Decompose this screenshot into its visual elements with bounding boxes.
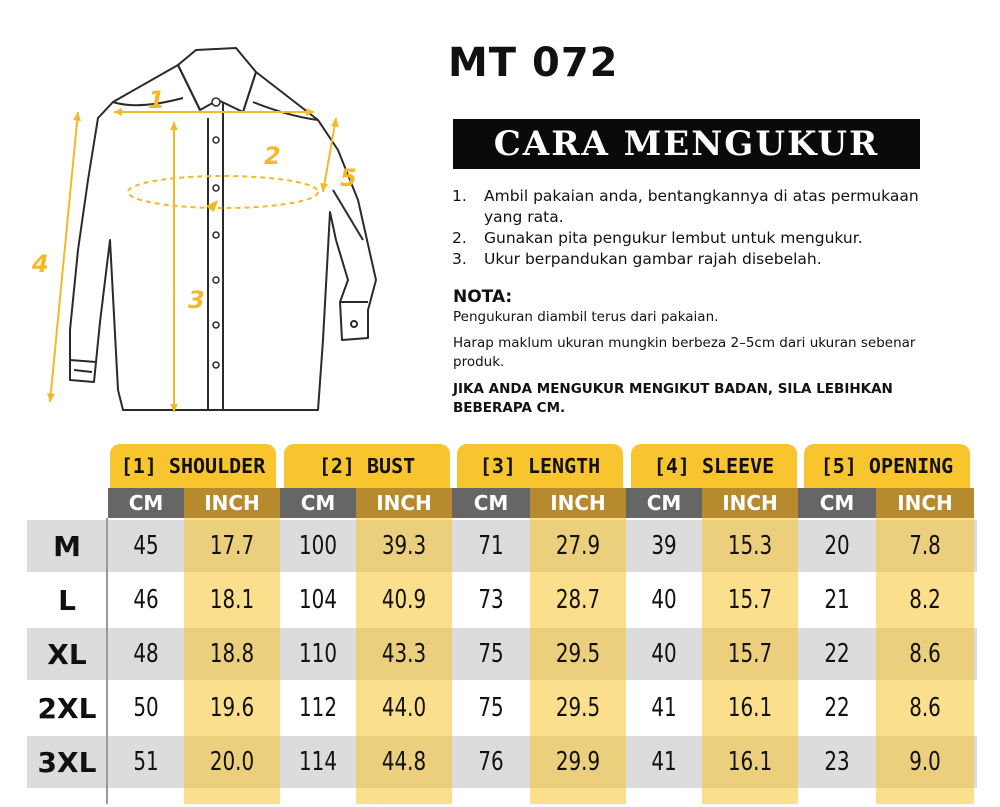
table-cell: 8.6 bbox=[909, 693, 941, 723]
size-label: 2XL bbox=[37, 691, 97, 725]
measurement-guides bbox=[50, 112, 336, 412]
button-dot bbox=[213, 137, 219, 143]
table-cell: 40 bbox=[651, 585, 677, 615]
step-item bbox=[452, 186, 952, 228]
unit-cm: CM bbox=[108, 488, 184, 518]
unit-inch: INCH bbox=[356, 488, 452, 518]
table-cell: 41 bbox=[651, 747, 677, 777]
dim-label-sleeve: 4 bbox=[32, 250, 49, 278]
table-cell: 45 bbox=[133, 531, 159, 561]
step-text: Gunakan pita pengukur lembut untuk mengukur. bbox=[484, 229, 863, 247]
table-cell: 23 bbox=[824, 747, 850, 777]
size-label: XL bbox=[47, 637, 87, 671]
header-length: [3] LENGTH bbox=[457, 444, 623, 488]
unit-cm: CM bbox=[626, 488, 702, 518]
step-text: Ambil pakaian anda, bentangkannya di atas permukaan yang rata. bbox=[484, 187, 919, 226]
product-title: MT 072 bbox=[448, 40, 619, 86]
table-cell: 104 bbox=[299, 585, 337, 615]
dim-label-opening: 5 bbox=[340, 164, 357, 192]
table-cell: 18.8 bbox=[209, 639, 255, 669]
table-cell: 44.8 bbox=[381, 747, 427, 777]
table-cell: 44.0 bbox=[381, 693, 427, 723]
table-cell: 39 bbox=[651, 531, 677, 561]
table-cell: 29.5 bbox=[555, 639, 601, 669]
step-number: 1. bbox=[452, 187, 467, 205]
header-bust: [2] BUST bbox=[284, 444, 450, 488]
guide-arrows bbox=[47, 108, 339, 412]
table-cell: 112 bbox=[299, 693, 337, 723]
unit-cm: CM bbox=[452, 488, 530, 518]
table-cell: 21 bbox=[824, 585, 850, 615]
sleeve-guide bbox=[50, 112, 78, 402]
shirt-outline bbox=[70, 48, 376, 410]
table-cell: 46 bbox=[133, 585, 159, 615]
table-cell: 28.7 bbox=[555, 585, 601, 615]
table-cell: 50 bbox=[133, 693, 159, 723]
table-cell: 19.6 bbox=[209, 693, 255, 723]
table-cell: 16.1 bbox=[727, 747, 773, 777]
table-cell: 39.3 bbox=[381, 531, 427, 561]
table-cell: 75 bbox=[478, 639, 504, 669]
unit-cm: CM bbox=[280, 488, 356, 518]
table-cell: 9.0 bbox=[909, 747, 941, 777]
unit-inch: INCH bbox=[876, 488, 974, 518]
table-cell: 15.3 bbox=[727, 531, 773, 561]
unit-inch: INCH bbox=[184, 488, 280, 518]
table-cell: 51 bbox=[133, 747, 159, 777]
button-dot bbox=[213, 185, 219, 191]
button-dot bbox=[213, 362, 219, 368]
button-dot bbox=[213, 277, 219, 283]
buttons bbox=[212, 98, 220, 368]
header-shoulder: [1] SHOULDER bbox=[110, 444, 276, 488]
table-cell: 43.3 bbox=[381, 639, 427, 669]
unit-inch: INCH bbox=[702, 488, 798, 518]
table-cell: 29.5 bbox=[555, 693, 601, 723]
table-cell: 40.9 bbox=[381, 585, 427, 615]
nota-line-3: JIKA ANDA MENGUKUR MENGIKUT BADAN, SILA LEBIHKAN BEBERAPA CM. bbox=[453, 381, 893, 416]
table-cell: 110 bbox=[299, 639, 337, 669]
size-label: M bbox=[53, 529, 81, 563]
table-cell: 7.8 bbox=[909, 531, 941, 561]
table-cell: 41 bbox=[651, 693, 677, 723]
unit-cm: CM bbox=[798, 488, 876, 518]
nota-label: NOTA: bbox=[453, 287, 513, 307]
unit-inch: INCH bbox=[530, 488, 626, 518]
table-cell: 114 bbox=[299, 747, 337, 777]
table-cell: 73 bbox=[478, 585, 504, 615]
nota-line-2: Harap maklum ukuran mungkin berbeza 2–5cm dari ukuran sebenar produk. bbox=[453, 335, 916, 370]
step-item bbox=[452, 249, 952, 270]
table-cell: 29.9 bbox=[555, 747, 601, 777]
table-cell: 15.7 bbox=[727, 639, 773, 669]
table-cell: 15.7 bbox=[727, 585, 773, 615]
table-cell: 18.1 bbox=[209, 585, 255, 615]
steps-list bbox=[452, 186, 952, 270]
table-cell: 76 bbox=[478, 747, 504, 777]
table-cell: 27.9 bbox=[555, 531, 601, 561]
size-label: L bbox=[58, 583, 76, 617]
dim-label-length: 3 bbox=[188, 286, 205, 314]
dim-label-shoulder: 1 bbox=[148, 86, 165, 114]
table-cell: 22 bbox=[824, 639, 850, 669]
step-item bbox=[452, 228, 952, 249]
step-number: 3. bbox=[452, 250, 467, 268]
step-text: Ukur berpandukan gambar rajah disebelah. bbox=[484, 250, 822, 268]
table-cell: 8.2 bbox=[909, 585, 941, 615]
table-cell: 22 bbox=[824, 693, 850, 723]
table-cell: 20.0 bbox=[209, 747, 255, 777]
button-dot bbox=[213, 322, 219, 328]
dim-label-bust: 2 bbox=[264, 142, 281, 170]
shirt-diagram bbox=[18, 40, 428, 430]
button-dot bbox=[212, 98, 220, 106]
table-cell: 8.6 bbox=[909, 639, 941, 669]
table-cell: 75 bbox=[478, 693, 504, 723]
header-opening: [5] OPENING bbox=[804, 444, 970, 488]
table-cell: 48 bbox=[133, 639, 159, 669]
table-cell: 71 bbox=[478, 531, 504, 561]
size-label: 3XL bbox=[37, 745, 97, 779]
nota-line-1: Pengukuran diambil terus dari pakaian. bbox=[453, 309, 719, 325]
header-sleeve: [4] SLEEVE bbox=[631, 444, 797, 488]
table-cell: 17.7 bbox=[209, 531, 255, 561]
table-cell: 16.1 bbox=[727, 693, 773, 723]
step-number: 2. bbox=[452, 229, 467, 247]
how-to-measure-banner: CARA MENGUKUR bbox=[453, 119, 920, 169]
table-cell: 40 bbox=[651, 639, 677, 669]
button-dot bbox=[213, 232, 219, 238]
table-cell: 100 bbox=[299, 531, 337, 561]
table-cell: 20 bbox=[824, 531, 850, 561]
